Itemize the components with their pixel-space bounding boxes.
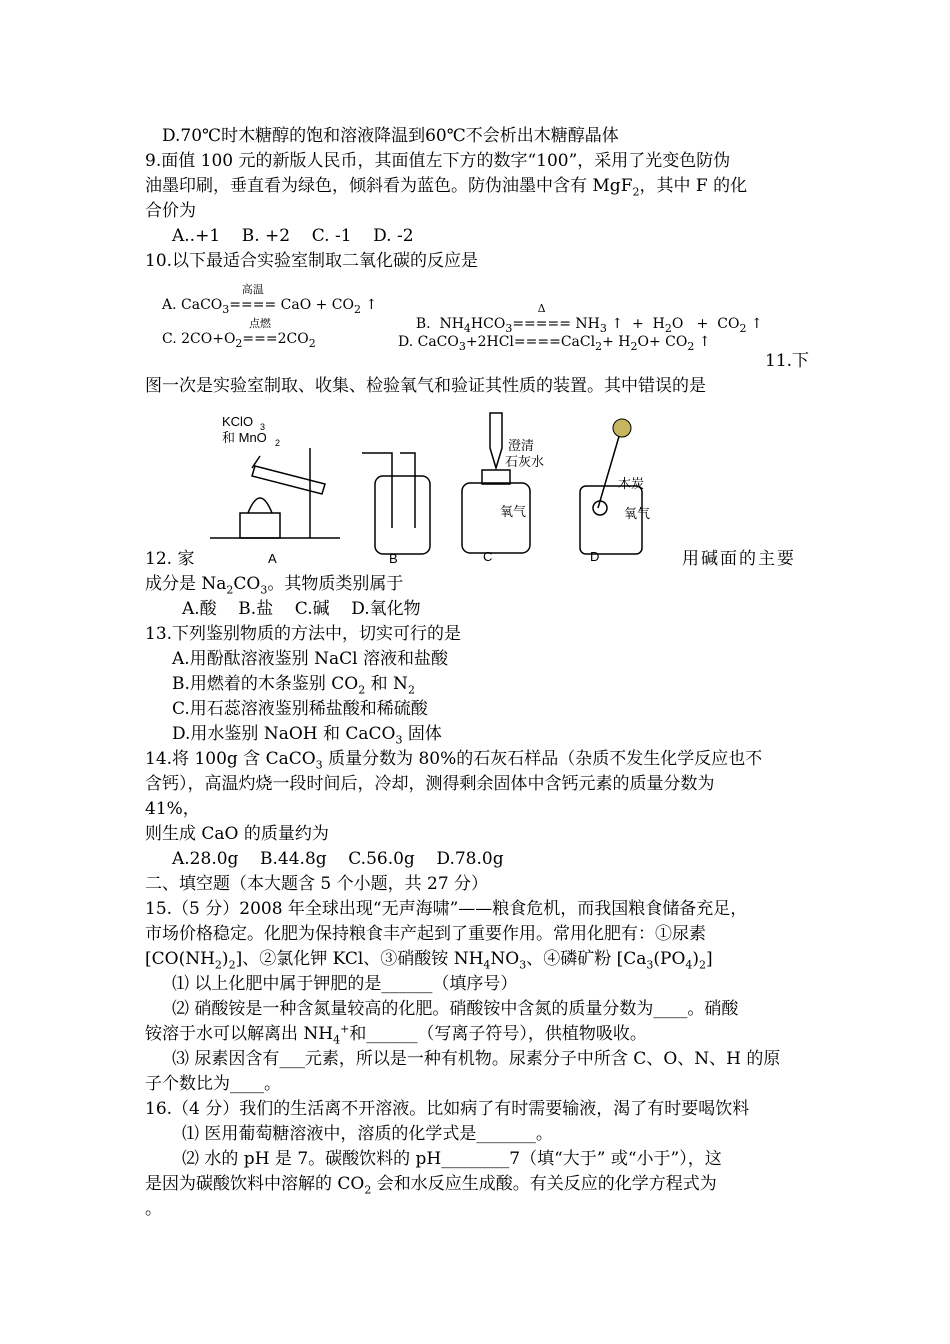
q9-line-1: 9.面值 100 元的新版人民币，其面值左下方的数字“100”，采用了光变色防伪 bbox=[145, 151, 731, 171]
q13-option-d: D.用水鉴别 NaOH 和 CaCO$_3$ 固体 bbox=[172, 724, 442, 747]
delivery-tube-b2 bbox=[400, 453, 415, 528]
q10-stem: 10.以下最适合实验室制取二氧化碳的反应是 bbox=[145, 251, 479, 271]
q15-part-2-line-1: ⑵ 硝酸铵是一种含氮量较高的化肥。硝酸铵中含氮的质量分数为____。硝酸 bbox=[172, 999, 739, 1019]
reagent-label-2-sub: 2 bbox=[275, 438, 281, 448]
q16-part-1: ⑴ 医用葡萄糖溶液中，溶质的化学式是_______。 bbox=[182, 1124, 553, 1144]
reagent-label-2: 和 MnO bbox=[222, 430, 267, 445]
q15-line-2: 市场价格稳定。化肥为保持粮食丰产起到了重要作用。常用化肥有：①尿素 bbox=[145, 924, 706, 944]
q14-options: A.28.0g B.44.8g C.56.0g D.78.0g bbox=[172, 849, 504, 869]
q14-line-4: 则生成 CaO 的质量约为 bbox=[145, 824, 329, 844]
q13-option-a: A.用酚酞溶液鉴别 NaCl 溶液和盐酸 bbox=[172, 649, 448, 669]
q15-line-3: $[CO(NH_2)_2]$、②氯化钾 KCl、③硝酸铵 $NH_4NO_3$、④磷矿粉 $[Ca_3(PO_4)_2]$ bbox=[145, 949, 713, 972]
q9-line-3: 合价为 bbox=[145, 201, 196, 221]
q10-equation-d: D. CaCO$_3$+2HCl====CaCl$_2$+ $H_2O+ CO_2$ ↑ bbox=[398, 334, 711, 353]
q11-number: 11.下 bbox=[765, 351, 810, 371]
apparatus-label-b: B bbox=[389, 551, 398, 566]
lamp-flame bbox=[248, 498, 272, 513]
burning-tip-d bbox=[613, 419, 631, 437]
q14-line-1: 14.将 100g 含 CaCO$_3$ 质量分数为 80%的石灰石样品（杂质不发生化学反应也不 bbox=[145, 749, 763, 772]
apparatus-label-d: D bbox=[590, 549, 600, 564]
oxygen-label-d: 氧气 bbox=[624, 506, 651, 521]
q15-part-1: ⑴ 以上化肥中属于钾肥的是______（填序号） bbox=[172, 974, 518, 994]
oxygen-label-c: 氧气 bbox=[500, 504, 527, 519]
q16-part-2-line-3: 。 bbox=[145, 1199, 162, 1219]
q11-stem: 图一次是实验室制取、收集、检验氧气和验证其性质的装置。其中错误的是 bbox=[145, 376, 706, 396]
q15-part-2-line-2: 铵溶于水可以解离出 $NH_4^+$和______（写离子符号），供植物吸收。 bbox=[145, 1022, 647, 1047]
dropper-c bbox=[490, 413, 502, 468]
q9-options: A..+1 B. +2 C. -1 D. -2 bbox=[172, 226, 414, 246]
charcoal-label: 木炭 bbox=[618, 476, 645, 491]
q10-equation-c: C. $2CO+O_2$ 点燃 $===2CO_2$ bbox=[162, 317, 316, 350]
q10-equation-b: B. $NH_4HCO_3$ Δ ===== $NH_3$ ↑ + $H_2O + CO_2$ ↑ bbox=[415, 302, 763, 335]
bottle-c-neck bbox=[482, 470, 510, 484]
oxygen-apparatus-diagram bbox=[200, 408, 680, 568]
limewater-label-1: 澄清 bbox=[508, 438, 535, 453]
q16-part-2-line-1: ⑵ 水的 pH 是 7。碳酸饮料的 pH________7（填“大于” 或“小于”），这 bbox=[182, 1149, 722, 1169]
q10-equation-a: A. CaCO$_3$ 高温 ==== CaO + $CO_2$ ↑ bbox=[162, 283, 378, 316]
q14-line-3: 41%， bbox=[145, 799, 200, 819]
reagent-label-1: KClO bbox=[222, 414, 254, 429]
limewater-label-2: 石灰水 bbox=[505, 454, 545, 469]
q15-part-3-line-2: 子个数比为____。 bbox=[145, 1074, 281, 1094]
lamp-block bbox=[240, 513, 280, 538]
q9-line-2: 油墨印刷，垂直看为绿色，倾斜看为蓝色。防伪油墨中含有 MgF$_2$，其中 F 的化 bbox=[145, 176, 748, 199]
apparatus-label-a: A bbox=[268, 551, 277, 566]
q14-line-2: 含钙），高温灼烧一段时间后，冷却，测得剩余固体中含钙元素的质量分数为 bbox=[145, 774, 715, 794]
q16-line-1: 16.（4 分）我们的生活离不开溶液。比如病了有时需要输液，渴了有时要喝饮料 bbox=[145, 1099, 750, 1119]
q13-option-c: C.用石蕊溶液鉴别稀盐酸和稀硫酸 bbox=[172, 699, 428, 719]
apparatus-label-c: C bbox=[483, 549, 493, 564]
q12-stem: 成分是 $Na_2CO_3$。其物质类别属于 bbox=[145, 574, 404, 597]
q12-number: 12. 家 bbox=[145, 549, 195, 569]
q15-part-3-line-1: ⑶ 尿素因含有___元素，所以是一种有机物。尿素分子中所含 C、O、N、H 的原 bbox=[172, 1049, 781, 1069]
q8-option-d: D.70℃时木糖醇的饱和溶液降温到60℃不会析出木糖醇晶体 bbox=[162, 126, 619, 146]
q13-option-b: B.用燃着的木条鉴别 $CO_2$ 和 $N_2$ bbox=[172, 674, 415, 697]
section-2-heading: 二、填空题（本大题含 5 个小题，共 27 分） bbox=[145, 874, 489, 894]
q12-stem-tail: 用碱面的主要 bbox=[682, 549, 796, 569]
delivery-tube-b bbox=[362, 453, 392, 528]
q12-options: A.酸 B.盐 C.碱 D.氧化物 bbox=[182, 599, 421, 619]
q13-stem: 13.下列鉴别物质的方法中，切实可行的是 bbox=[145, 624, 462, 644]
q15-line-1: 15.（5 分）2008 年全球出现“无声海啸”——粮食危机，而我国粮食储备充足， bbox=[145, 899, 748, 919]
reagent-label-1-sub: 3 bbox=[260, 422, 266, 432]
gas-bottle-b bbox=[375, 476, 430, 554]
tongs-d bbox=[598, 433, 620, 508]
q16-part-2-line-2: 是因为碳酸饮料中溶解的 $CO_2$ 会和水反应生成酸。有关反应的化学方程式为 bbox=[145, 1174, 717, 1197]
test-tube-a bbox=[252, 466, 325, 494]
